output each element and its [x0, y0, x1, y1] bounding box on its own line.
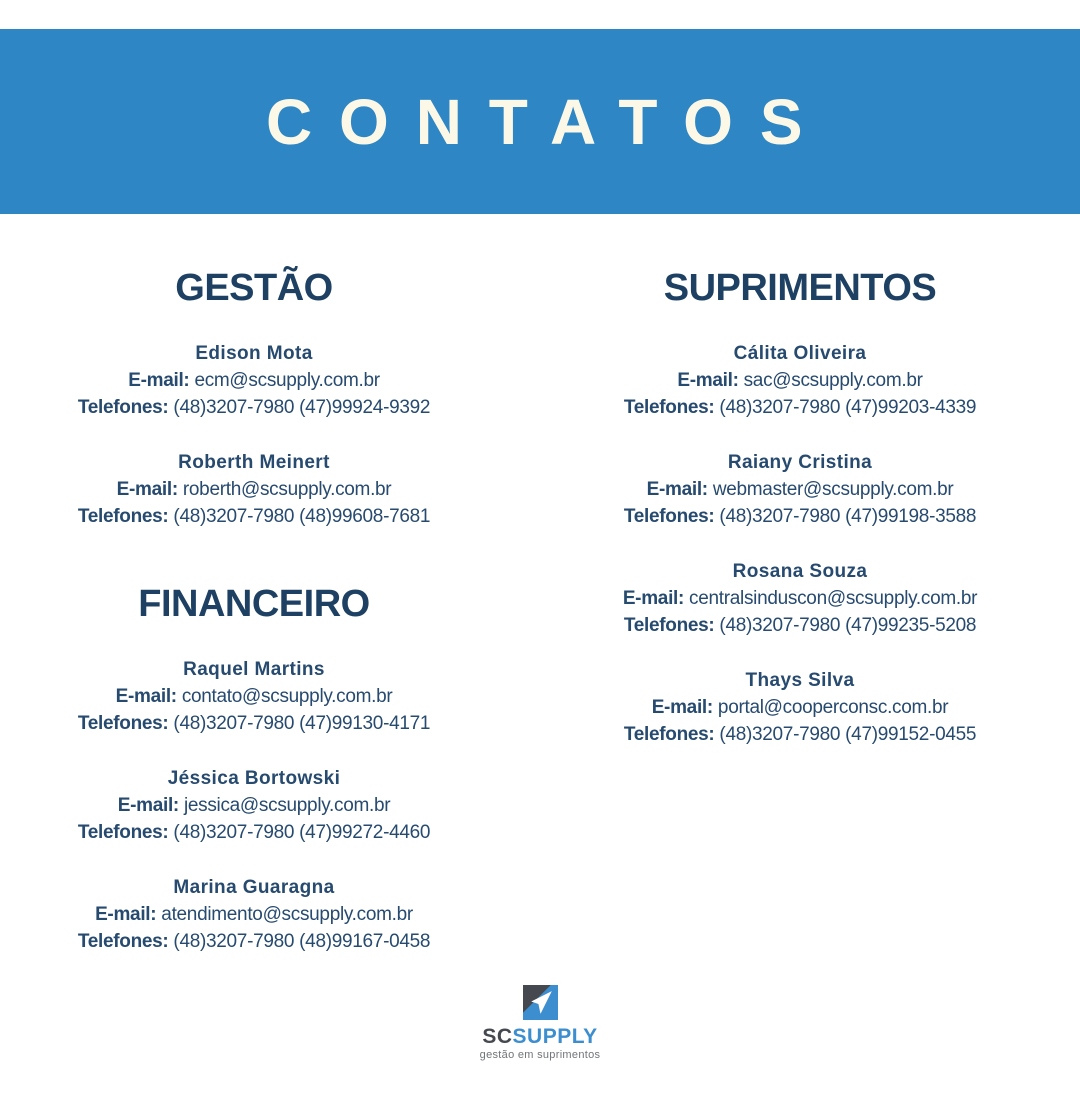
brand-tagline: gestão em suprimentos	[479, 1049, 601, 1061]
contact-phones-line	[520, 721, 1080, 748]
contact-email-line	[520, 476, 1080, 503]
email-label: E-mail:	[622, 588, 685, 609]
contact-card	[520, 558, 1080, 639]
contact-card	[520, 667, 1080, 748]
contact-card	[520, 340, 1080, 421]
contact-email-line	[0, 901, 508, 928]
phones-value: (48)3207-7980 (47)99130-4171	[173, 713, 431, 734]
email-value: webmaster@scsupply.com.br	[712, 479, 954, 500]
section-title-gestao: GESTÃO	[175, 267, 333, 309]
phones-label: Telefones:	[623, 506, 715, 527]
brand-supply: SUPPLY	[512, 1025, 598, 1048]
phones-label: Telefones:	[77, 931, 169, 952]
contact-phones-line	[0, 394, 508, 421]
contact-name: Edison Mota	[195, 343, 313, 364]
email-value: atendimento@scsupply.com.br	[161, 904, 413, 925]
contact-card	[520, 449, 1080, 530]
brand-sc: SC	[482, 1025, 513, 1048]
contact-email-line	[0, 476, 508, 503]
phones-label: Telefones:	[77, 397, 169, 418]
phones-value: (48)3207-7980 (47)99272-4460	[173, 822, 431, 843]
contact-name: Raquel Martins	[183, 659, 325, 680]
scsupply-brand-name	[410, 1026, 670, 1048]
contact-name: Rosana Souza	[732, 561, 868, 582]
contact-name: Marina Guaragna	[173, 877, 335, 898]
contact-name: Raiany Cristina	[727, 452, 873, 473]
contact-name: Roberth Meinert	[178, 452, 330, 473]
contact-phones-line	[0, 819, 508, 846]
email-value: jessica@scsupply.com.br	[183, 795, 391, 816]
email-value: portal@cooperconsc.com.br	[717, 697, 949, 718]
phones-label: Telefones:	[623, 724, 715, 745]
section-title-financeiro: FINANCEIRO	[138, 583, 370, 625]
scsupply-logo	[410, 985, 670, 1062]
scsupply-logo-icon	[523, 985, 558, 1020]
contact-name: Jéssica Bortowski	[167, 768, 341, 789]
email-value: sac@scsupply.com.br	[743, 370, 923, 391]
contatos-banner	[0, 29, 1080, 214]
contact-card	[0, 449, 508, 530]
contact-card	[0, 765, 508, 846]
contact-email-line	[520, 367, 1080, 394]
phones-value: (48)3207-7980 (48)99167-0458	[173, 931, 431, 952]
contact-name: Thays Silva	[745, 670, 855, 691]
contact-phones-line	[520, 612, 1080, 639]
email-value: centralsinduscon@scsupply.com.br	[689, 588, 978, 609]
phones-value: (48)3207-7980 (48)99608-7681	[173, 506, 431, 527]
email-label: E-mail:	[128, 370, 190, 391]
contact-email-line	[520, 585, 1080, 612]
email-value: contato@scsupply.com.br	[181, 686, 393, 707]
contact-name: Cálita Oliveira	[733, 343, 867, 364]
phones-value: (48)3207-7980 (47)99198-3588	[719, 506, 977, 527]
phones-label: Telefones:	[77, 713, 169, 734]
phones-value: (48)3207-7980 (47)99924-9392	[173, 397, 431, 418]
email-label: E-mail:	[646, 479, 708, 500]
phones-label: Telefones:	[623, 397, 715, 418]
email-label: E-mail:	[115, 686, 177, 707]
email-label: E-mail:	[116, 479, 178, 500]
phones-label: Telefones:	[77, 822, 169, 843]
phones-label: Telefones:	[77, 506, 169, 527]
contact-phones-line	[0, 928, 508, 955]
email-label: E-mail:	[677, 370, 739, 391]
contact-phones-line	[0, 710, 508, 737]
left-column	[0, 214, 508, 983]
contact-email-line	[0, 367, 508, 394]
contact-email-line	[0, 792, 508, 819]
contact-phones-line	[520, 503, 1080, 530]
phones-value: (48)3207-7980 (47)99235-5208	[719, 615, 977, 636]
right-column	[508, 214, 1080, 983]
phones-value: (48)3207-7980 (47)99203-4339	[719, 397, 977, 418]
contact-phones-line	[520, 394, 1080, 421]
page-title: CONTATOS	[265, 85, 830, 158]
section-title-suprimentos: SUPRIMENTOS	[663, 267, 937, 309]
contact-card	[0, 656, 508, 737]
email-value: ecm@scsupply.com.br	[194, 370, 380, 391]
contacts-columns	[0, 214, 1080, 983]
contact-email-line	[520, 694, 1080, 721]
email-label: E-mail:	[95, 904, 157, 925]
contact-email-line	[0, 683, 508, 710]
email-label: E-mail:	[117, 795, 179, 816]
contact-phones-line	[0, 503, 508, 530]
contact-card	[0, 340, 508, 421]
phones-value: (48)3207-7980 (47)99152-0455	[719, 724, 977, 745]
email-label: E-mail:	[651, 697, 713, 718]
phones-label: Telefones:	[623, 615, 715, 636]
email-value: roberth@scsupply.com.br	[182, 479, 392, 500]
contact-card	[0, 874, 508, 955]
